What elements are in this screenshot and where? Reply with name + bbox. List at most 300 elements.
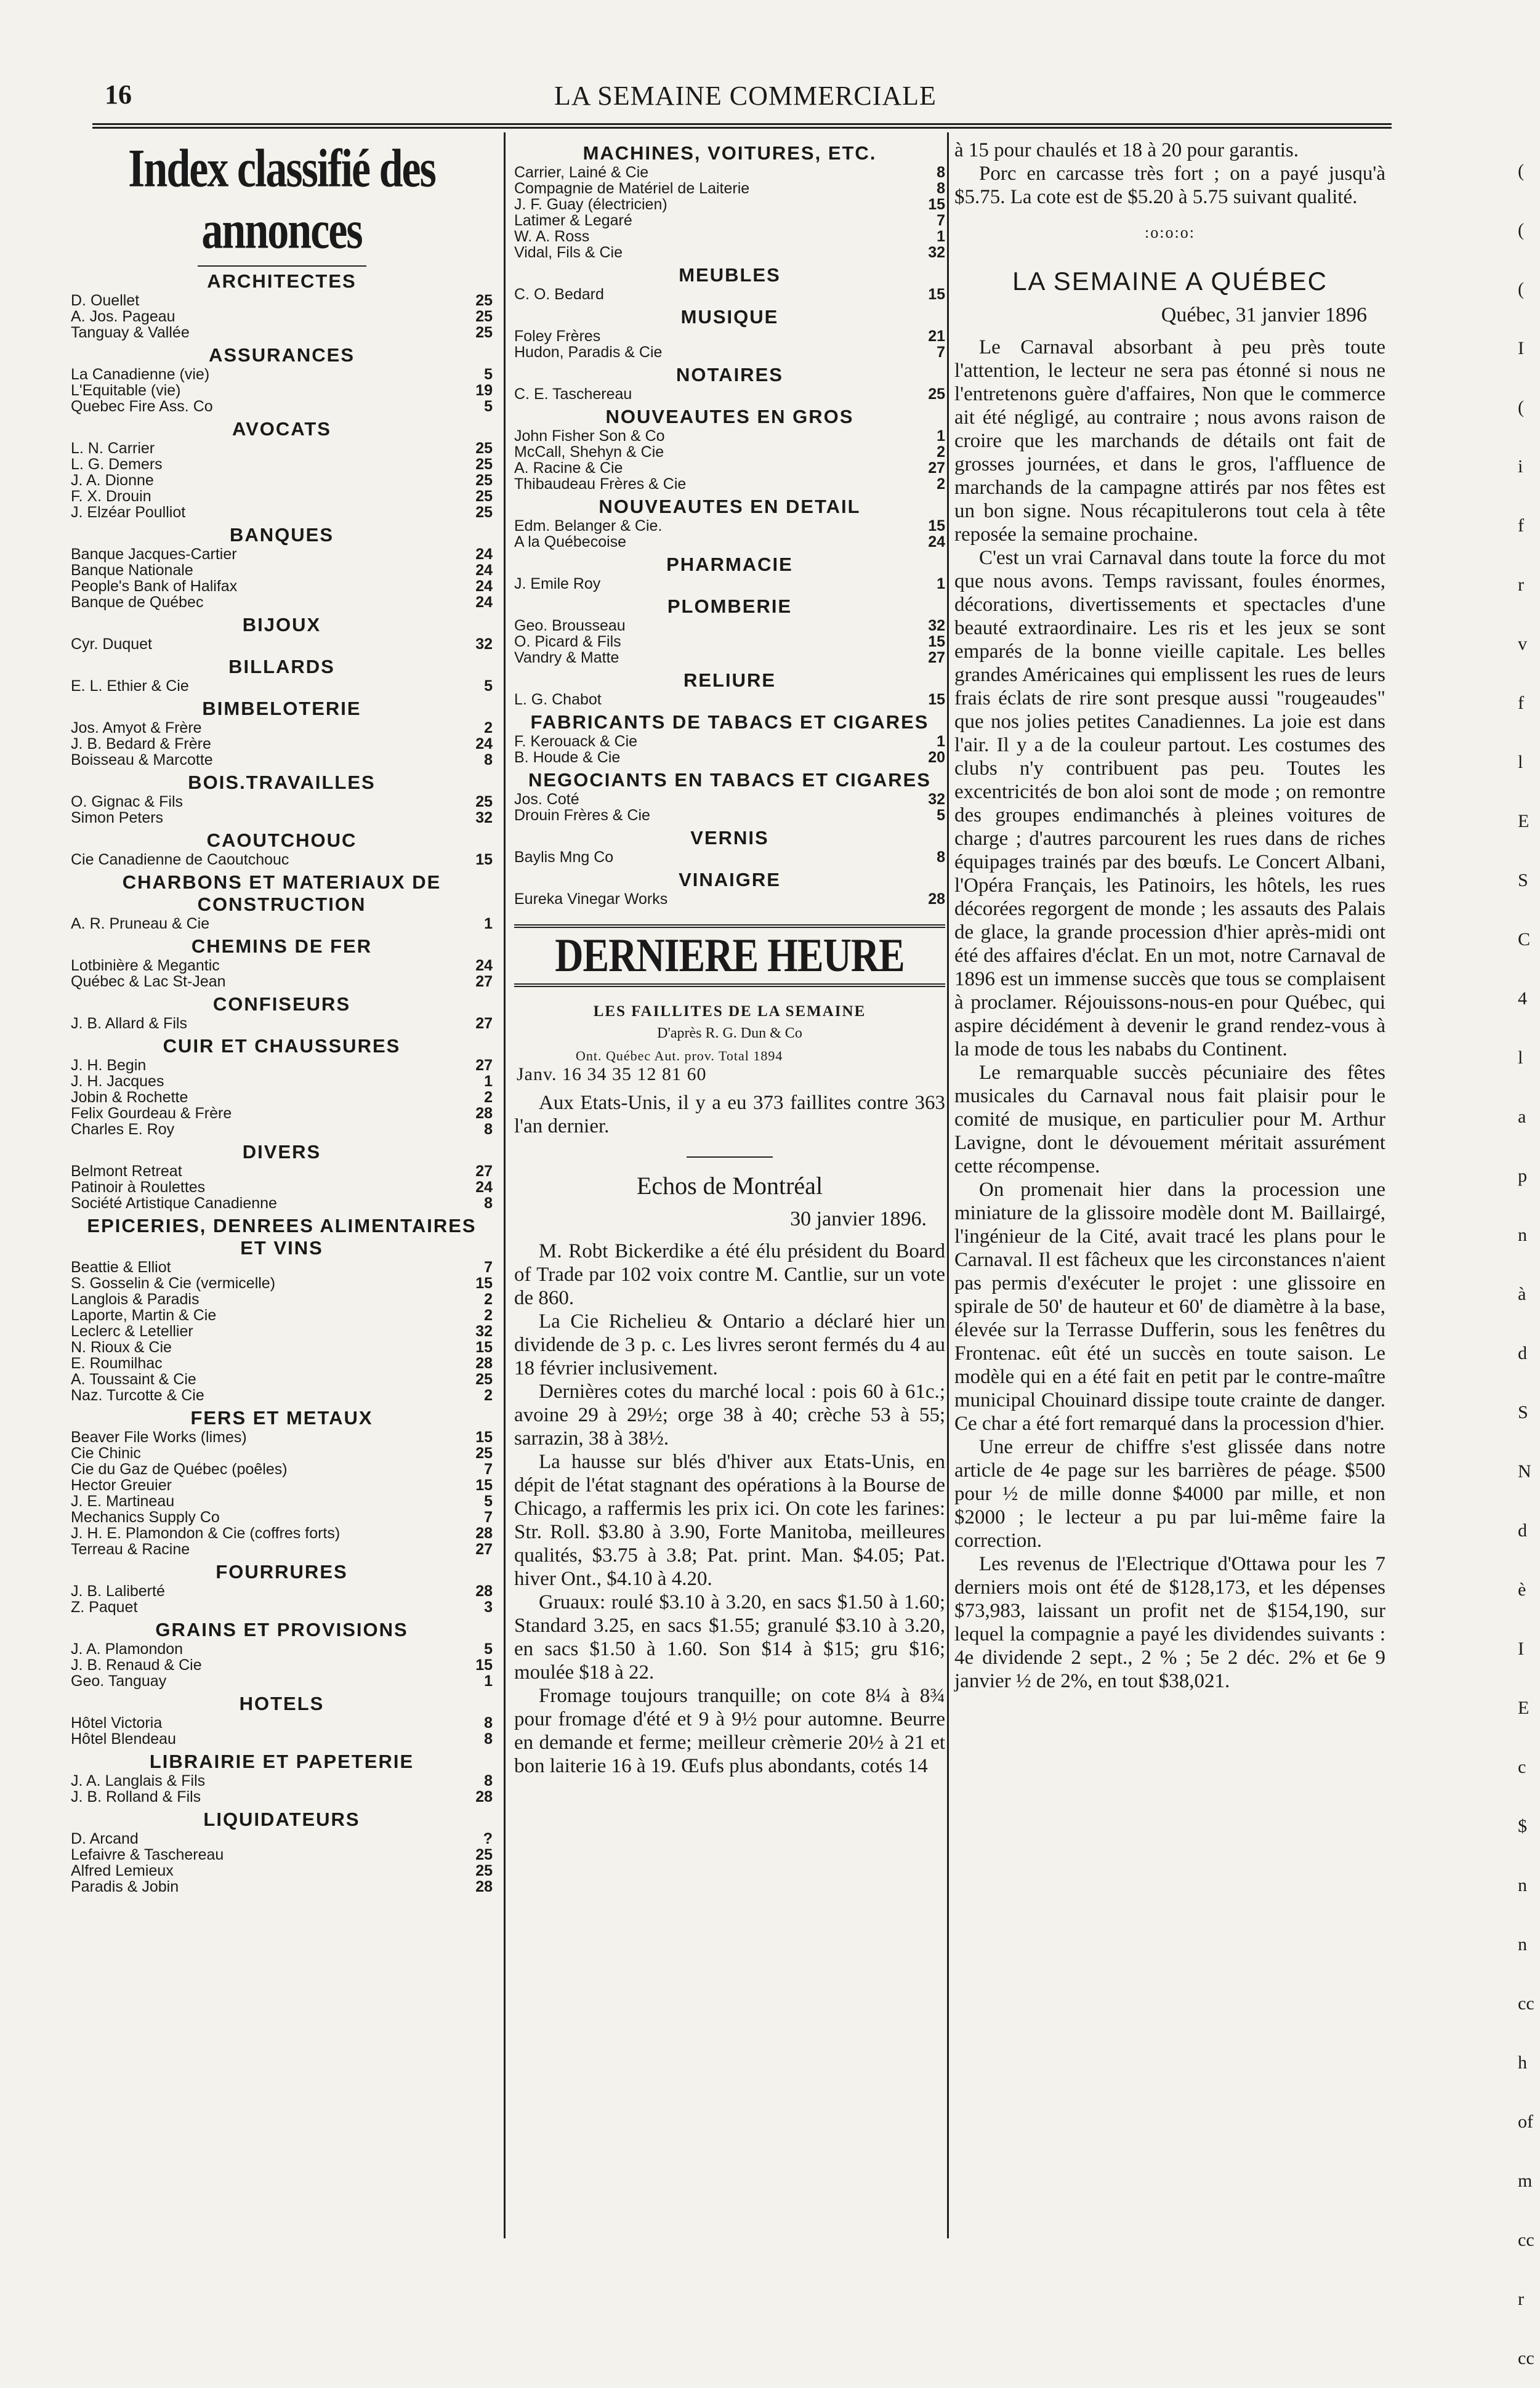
index-entry-page: 32 [475, 809, 493, 826]
index-entry [71, 636, 493, 652]
index-section-heading: CUIR ET CHAUSSURES [163, 1035, 401, 1057]
faillites-row: Janv. 16 34 35 12 81 60 [517, 1064, 707, 1084]
index-entry [71, 720, 493, 736]
index-entry-page: 24 [475, 957, 493, 974]
index-entry [71, 974, 493, 990]
index-entry-name: Hudon, Paradis & Cie [514, 344, 663, 361]
index-entry-name: Carrier, Lainé & Cie [514, 164, 649, 181]
index-entry [71, 1879, 493, 1895]
index-entry-page: 7 [937, 344, 945, 361]
index-entry-name: J. B. Bedard & Frère [71, 735, 211, 752]
index-entry-page: 15 [928, 286, 945, 303]
index-entry-page: 5 [484, 1493, 493, 1510]
margin-letter: n [1518, 1225, 1527, 1245]
margin-letter: ( [1518, 279, 1524, 299]
index-section-heading: MEUBLES [679, 264, 781, 286]
index-entry-page: 32 [928, 617, 945, 634]
index-entry-name: F. X. Drouin [71, 488, 151, 505]
index-entry-name: A. R. Pruneau & Cie [71, 915, 210, 932]
index-entry [71, 1789, 493, 1805]
index-entry [71, 1323, 493, 1339]
index-entry-name: W. A. Ross [514, 228, 590, 245]
index-section-heading: ASSURANCES [208, 344, 355, 366]
index-entry-page: 5 [484, 398, 493, 415]
index-entry-name: A la Québecoise [514, 533, 627, 551]
index-entry-page: 2 [937, 475, 945, 493]
index-section-heading: BIMBELOTERIE [202, 698, 361, 719]
index-entry-page: 27 [475, 1057, 493, 1074]
index-entry-name: Beattie & Elliot [71, 1259, 171, 1276]
index-entry [71, 546, 493, 562]
index-entry-name: Lefaivre & Taschereau [71, 1846, 224, 1863]
index-entry-page: 25 [475, 292, 493, 309]
index-entry [514, 576, 945, 592]
index-section-heading: BILLARDS [228, 656, 335, 677]
index-entry-page: 24 [475, 735, 493, 752]
index-section-heading: PHARMACIE [666, 554, 793, 575]
margin-letter: C [1518, 929, 1531, 950]
index-entry-page: 27 [475, 1015, 493, 1032]
index-entry-name: D. Ouellet [71, 292, 140, 309]
index-section-heading: NOTAIRES [676, 364, 783, 385]
index-entry-name: Jos. Amyot & Frère [71, 719, 202, 736]
index-entry [71, 852, 493, 868]
index-entry-page: 8 [484, 1714, 493, 1732]
index-section-heading: EPICERIES, DENREES ALIMENTAIRES ET VINS [87, 1215, 477, 1259]
index-entry [514, 849, 945, 865]
index-entry-page: 2 [484, 1291, 493, 1308]
index-entry [514, 518, 945, 534]
index-entry-name: Compagnie de Matériel de Laiterie [514, 180, 750, 197]
index-entry [514, 428, 945, 444]
porc-text: Porc en carcasse très fort ; on a payé jusqu'à $5.75. La cote est de $5.20 à 5.75 suivant qualité. [954, 163, 1385, 208]
index-section-heading: GRAINS ET PROVISIONS [155, 1619, 408, 1640]
index-entry-name: L'Equitable (vie) [71, 382, 181, 399]
index-entry-name: Naz. Turcotte & Cie [71, 1387, 204, 1404]
index-entry-page: 28 [475, 1583, 493, 1600]
index-column-2 [514, 139, 945, 1778]
index-entry-name: Vandry & Matte [514, 649, 619, 666]
index-entry [71, 1057, 493, 1073]
index-entry [514, 196, 945, 212]
news-column-3 [954, 139, 1385, 1693]
index-entry [71, 1657, 493, 1673]
index-entry-page: ? [483, 1830, 493, 1847]
index-entry-name: Cie Chinic [71, 1445, 141, 1462]
index-entry [71, 1445, 493, 1461]
index-entry-name: O. Gignac & Fils [71, 793, 183, 810]
index-entry [71, 366, 493, 382]
index-entry-page: 7 [484, 1461, 493, 1478]
index-entry [514, 444, 945, 460]
index-entry-page: 8 [484, 1195, 493, 1212]
index-entry [71, 1179, 493, 1195]
index-entry-page: 8 [937, 180, 945, 197]
index-entry-page: 2 [484, 1089, 493, 1106]
index-entry [71, 1259, 493, 1275]
margin-letter: $ [1518, 1816, 1527, 1836]
index-entry-page: 27 [475, 1163, 493, 1180]
margin-letter: p [1518, 1166, 1527, 1186]
index-entry [71, 1599, 493, 1615]
faillites-columns: Ont. Québec Aut. prov. Total 1894 [576, 1048, 783, 1063]
index-entry-name: O. Picard & Fils [514, 633, 621, 650]
index-entry-name: Paradis & Jobin [71, 1878, 179, 1895]
semaine-title: LA SEMAINE A QUÉBEC [1012, 267, 1328, 296]
index-entry-name: Cie du Gaz de Québec (poêles) [71, 1461, 288, 1478]
margin-letter: n [1518, 1934, 1527, 1954]
index-section-heading: FOURRURES [216, 1561, 348, 1583]
index-entry-name: Thibaudeau Frères & Cie [514, 475, 687, 493]
index-entry [71, 472, 493, 488]
index-entry [514, 212, 945, 228]
margin-letter: à [1518, 1284, 1526, 1304]
article-paragraph: La hausse sur blés d'hiver aux Etats-Unis, en dépit de l'état stagnant des opérations à la Bourse de Chicago, a raffermis les prix ici. On cote les farines: Str. Roll. $3.80 à 3.90, Forte Manitoba, meilleures qualités, $3.75 à 3.8; Pat. print. Man. $4.05; Pat. hiver Ont., $4.10 à 4.20. [514, 1451, 945, 1590]
index-entry [71, 504, 493, 520]
index-entry-name: Alfred Lemieux [71, 1862, 174, 1879]
article-paragraph: Fromage toujours tranquille; on cote 8¼ à 8¾ pour fromage d'été et 9 à 9½ pour automne. Beurre en demande et ferme; meilleur crèmerie 20½ à 21 et bon laiterie 16 à 19. Œufs plus abondants, cotés 14 [514, 1685, 945, 1777]
index-entry-name: Terreau & Racine [71, 1541, 190, 1558]
index-entry-name: Charles E. Roy [71, 1121, 175, 1138]
index-entry-page: 15 [475, 851, 493, 868]
margin-letter: I [1518, 1639, 1524, 1659]
index-entry-name: C. E. Taschereau [514, 385, 632, 403]
index-entry-page: 25 [475, 456, 493, 473]
faillites-table [514, 1048, 945, 1085]
page-number: 16 [105, 79, 132, 110]
margin-letter: S [1518, 1402, 1528, 1422]
index-entry-page: 15 [928, 691, 945, 708]
margin-letter: ( [1518, 397, 1524, 417]
index-section-heading: VERNIS [690, 827, 769, 849]
header-rule [92, 123, 1392, 129]
index-entry-name: Quebec Fire Ass. Co [71, 398, 213, 415]
index-section-heading: NOUVEAUTES EN DETAIL [599, 496, 861, 517]
derniere-heure-title: DERNIERE HEURE [555, 929, 905, 982]
index-entry-page: 24 [475, 594, 493, 611]
margin-letter: l [1518, 1047, 1523, 1068]
index-entry-name: Banque Jacques-Cartier [71, 546, 237, 563]
index-entry-page: 8 [937, 164, 945, 181]
index-entry-page: 1 [484, 1073, 493, 1090]
index-entry [514, 244, 945, 260]
index-entry-page: 27 [928, 649, 945, 666]
margin-letter: E [1518, 1698, 1530, 1718]
index-entry [71, 1387, 493, 1403]
index-section-heading: CHARBONS ET MATERIAUX DE CONSTRUCTION [122, 871, 441, 915]
echos-rule [687, 1156, 773, 1158]
index-entry-page: 24 [475, 578, 493, 595]
index-entry-page: 8 [484, 1772, 493, 1789]
article-paragraph: Dernières cotes du marché local : pois 60 à 61c.; avoine 29 à 29½; orge 38 à 40; crèche 53 à 55; sarrazin, 38 à 38½. [514, 1381, 945, 1450]
index-entry [514, 650, 945, 666]
index-entry-name: Laporte, Martin & Cie [71, 1307, 217, 1324]
index-entry [71, 1121, 493, 1137]
index-entry-page: 25 [475, 308, 493, 325]
index-entry-name: N. Rioux & Cie [71, 1339, 172, 1356]
index-entry [71, 1673, 493, 1689]
index-entry-name: Vidal, Fils & Cie [514, 244, 623, 261]
index-entry-name: Patinoir à Roulettes [71, 1179, 206, 1196]
index-entry [71, 1307, 493, 1323]
index-entry-page: 25 [475, 504, 493, 521]
index-section-heading: VINAIGRE [679, 869, 781, 890]
index-entry-name: J. H. E. Plamondon & Cie (coffres forts) [71, 1525, 341, 1542]
index-entry-name: Banque Nationale [71, 562, 193, 579]
running-head: LA SEMAINE COMMERCIALE [554, 81, 937, 111]
index-entry-page: 5 [484, 366, 493, 383]
index-entry-page: 28 [475, 1355, 493, 1372]
margin-letter: i [1518, 456, 1523, 477]
index-section-heading: FABRICANTS DE TABACS ET CIGARES [530, 711, 929, 733]
index-entry [514, 618, 945, 634]
index-entry [71, 1073, 493, 1089]
index-entry-name: Belmont Retreat [71, 1163, 182, 1180]
index-entry-page: 3 [484, 1599, 493, 1616]
index-entry-page: 27 [928, 459, 945, 477]
index-entry [71, 1089, 493, 1105]
index-entry [71, 752, 493, 768]
margin-letter: f [1518, 515, 1524, 536]
index-section-heading: LIBRAIRIE ET PAPETERIE [149, 1751, 414, 1772]
title-rule [198, 265, 366, 267]
index-entry-name: Lotbinière & Megantic [71, 957, 220, 974]
index-entry-page: 25 [475, 793, 493, 810]
index-section-heading: CONFISEURS [212, 993, 351, 1015]
index-entry-page: 2 [484, 1307, 493, 1324]
etats-unis-note: Aux Etats-Unis, il y a eu 373 faillites contre 363 l'an dernier. [514, 1092, 945, 1137]
index-entry-name: Leclerc & Letellier [71, 1323, 193, 1340]
index-entry [71, 1477, 493, 1493]
index-section-heading: BIJOUX [242, 614, 321, 635]
index-entry-page: 21 [928, 328, 945, 345]
index-entry-page: 19 [475, 382, 493, 399]
index-entry-name: Hector Greuier [71, 1477, 172, 1494]
index-entry-name: J. B. Laliberté [71, 1583, 165, 1600]
index-entry-name: Edm. Belanger & Cie. [514, 517, 663, 534]
index-entry-page: 1 [484, 915, 493, 932]
index-entry-page: 15 [475, 1429, 493, 1446]
index-entry-name: J. H. Begin [71, 1057, 147, 1074]
adjacent-page-margin [1518, 142, 1540, 2388]
index-entry-name: Langlois & Paradis [71, 1291, 200, 1308]
index-entry [71, 398, 493, 414]
margin-letter: 4 [1518, 988, 1527, 1009]
margin-letter: l [1518, 752, 1523, 772]
index-entry-name: E. L. Ethier & Cie [71, 677, 189, 695]
margin-letter: r [1518, 575, 1524, 595]
index-entry [514, 386, 945, 402]
index-entry [71, 292, 493, 309]
index-entry-name: Jos. Coté [514, 791, 579, 808]
index-entry-name: A. Jos. Pageau [71, 308, 175, 325]
index-entry-page: 2 [484, 1387, 493, 1404]
index-entry-page: 5 [937, 807, 945, 824]
index-entry-page: 24 [475, 562, 493, 579]
margin-letter: c [1518, 1757, 1526, 1777]
margin-letter: v [1518, 634, 1527, 654]
index-entry [71, 325, 493, 341]
semaine-body [954, 336, 1385, 1693]
index-entry-page: 32 [928, 791, 945, 808]
index-entry [71, 1429, 493, 1445]
margin-letter: E [1518, 811, 1530, 831]
index-entry-page: 28 [928, 890, 945, 908]
index-entry-name: L. G. Demers [71, 456, 163, 473]
index-entry-page: 32 [475, 1323, 493, 1340]
index-entry-page: 5 [484, 677, 493, 695]
margin-letter: of [1518, 2112, 1533, 2132]
index-entry-page: 25 [475, 472, 493, 489]
index-section-heading: MACHINES, VOITURES, ETC. [583, 142, 877, 164]
index-entry-page: 1 [937, 575, 945, 592]
index-entry [71, 1541, 493, 1557]
index-entry [71, 1461, 493, 1477]
margin-letter: ( [1518, 161, 1524, 181]
index-section-heading: ARCHITECTES [207, 270, 357, 292]
index-entry-name: J. Emile Roy [514, 575, 601, 592]
index-column-1 [71, 139, 493, 1895]
index-entry [514, 180, 945, 196]
index-section-heading: LIQUIDATEURS [203, 1809, 360, 1830]
index-entry [71, 1015, 493, 1031]
index-entry-page: 7 [484, 1509, 493, 1526]
index-entry-name: C. O. Bedard [514, 286, 604, 303]
index-entry-name: A. Racine & Cie [514, 459, 623, 477]
index-entry-page: 15 [928, 196, 945, 213]
index-entry-page: 25 [475, 1862, 493, 1879]
index-section-heading: HOTELS [239, 1693, 325, 1714]
index-entry-page: 15 [475, 1339, 493, 1356]
index-entry [514, 328, 945, 344]
index-entry-name: F. Kerouack & Cie [514, 733, 638, 750]
index-section-heading: BANQUES [229, 524, 334, 546]
article-paragraph: Le Carnaval absorbant à peu près toute l'attention, le lecteur ne sera pas étonné si nous ne l'entretenons guère d'affaires, Non que le commerce ait été négligé, au contraire ; nous avons raison de croire que les marchands de détails ont fait de grosses journées, et dans le gros, l'affluence de marchands de la campagne attirés par nos fêtes est un bon signe. Nous récapitulerons tout cela à tête reposée la semaine prochaine. [954, 336, 1385, 546]
index-entry-name: Boisseau & Marcotte [71, 751, 213, 768]
index-entry [71, 1163, 493, 1179]
index-section-heading: NOUVEAUTES EN GROS [605, 406, 854, 427]
index-entry-name: Cyr. Duquet [71, 635, 153, 653]
index-entry-name: La Canadienne (vie) [71, 366, 210, 383]
index-entry-page: 25 [475, 440, 493, 457]
index-entry-page: 28 [475, 1788, 493, 1805]
index-entry-page: 5 [484, 1640, 493, 1658]
margin-letter: cc [1518, 1993, 1534, 2014]
index-entry-name: Z. Paquet [71, 1599, 138, 1616]
index-entry-page: 27 [475, 973, 493, 990]
index-list-2 [514, 142, 945, 907]
article-paragraph: Les revenus de l'Electrique d'Ottawa pour les 7 derniers mois ont été de $128,173, et les dépenses $73,983, laissant un profit net de $154,190, sur lequel la compagnie a payé les dividendes suivants : 4e dividende 2 sept., 2 % ; 5e 2 déc. 2% et 6e 9 janvier ½ de 2%, en tout $38,021. [954, 1553, 1385, 1692]
index-entry-page: 24 [475, 546, 493, 563]
index-section-heading: NEGOCIANTS EN TABACS ET CIGARES [528, 769, 931, 791]
derniere-heure-banner [514, 924, 945, 987]
index-entry-name: Drouin Frères & Cie [514, 807, 650, 824]
ornament-rule: :o:o:o: [1145, 224, 1195, 241]
index-entry-name: Cie Canadienne de Caoutchouc [71, 851, 289, 868]
article-paragraph: Une erreur de chiffre s'est glissée dans notre article de 4e page sur les barrières de péage. $500 pour ½ de mille donne $4000 par mille, et non $2000 ; le lecteur a pu par lui-même faire la correction. [954, 1436, 1385, 1552]
index-entry-name: J. A. Plamondon [71, 1640, 183, 1658]
index-entry-name: Eureka Vinegar Works [514, 890, 668, 908]
index-section-heading: AVOCATS [232, 418, 331, 440]
index-entry-page: 28 [475, 1878, 493, 1895]
index-entry-page: 25 [928, 385, 945, 403]
index-entry-page: 28 [475, 1525, 493, 1542]
intro-text: à 15 pour chaulés et 18 à 20 pour garantis. [954, 139, 1299, 161]
index-entry-page: 25 [475, 1846, 493, 1863]
index-entry-name: Mechanics Supply Co [71, 1509, 220, 1526]
index-entry [71, 456, 493, 472]
index-entry [71, 1355, 493, 1371]
index-section-heading: MUSIQUE [680, 306, 779, 328]
index-entry [71, 736, 493, 752]
index-entry-page: 32 [475, 635, 493, 653]
article-paragraph: Gruaux: roulé $3.10 à 3.20, en sacs $1.50 à 1.60; Standard 3.25, en sacs $1.55; granulé $3.10 à 3.20, en sacs $1.50 à 1.60. Son $14 à $15; gru $16; moulée $18 à 22. [514, 1591, 945, 1684]
index-entry-name: Foley Frères [514, 328, 601, 345]
index-entry [71, 488, 493, 504]
article-paragraph: Le remarquable succès pécuniaire des fêtes musicales du Carnaval nous fait plaisir pour le comité de musique, en particulier pour M. Arthur Lavigne, dont le dévouement méritait assurément cette récompense. [954, 1062, 1385, 1177]
faillites-source: D'après R. G. Dun & Co [657, 1025, 802, 1041]
index-entry-page: 1 [937, 228, 945, 245]
index-entry [71, 309, 493, 325]
index-entry-page: 8 [484, 751, 493, 768]
index-entry-name: J. B. Allard & Fils [71, 1015, 187, 1032]
index-entry [514, 733, 945, 749]
index-entry-name: A. Toussaint & Cie [71, 1371, 196, 1388]
margin-letter: a [1518, 1107, 1526, 1127]
echos-title: Echos de Montréal [636, 1172, 823, 1200]
index-entry-name: J. H. Jacques [71, 1073, 164, 1090]
index-entry-name: J. A. Langlais & Fils [71, 1772, 206, 1789]
index-entry-page: 25 [475, 324, 493, 341]
echos-body [514, 1240, 945, 1778]
index-entry [71, 958, 493, 974]
index-entry [71, 382, 493, 398]
index-entry-name: J. E. Martineau [71, 1493, 175, 1510]
index-entry [71, 794, 493, 810]
margin-letter: n [1518, 1875, 1527, 1895]
index-entry-page: 24 [475, 1179, 493, 1196]
margin-letter: f [1518, 693, 1524, 713]
index-entry-page: 1 [937, 427, 945, 445]
index-entry [514, 164, 945, 180]
index-entry-name: Québec & Lac St-Jean [71, 973, 226, 990]
index-entry [514, 891, 945, 907]
index-entry [514, 344, 945, 360]
index-entry-page: 25 [475, 488, 493, 505]
index-entry [71, 678, 493, 694]
index-entry-name: Simon Peters [71, 809, 164, 826]
index-entry-name: L. G. Chabot [514, 691, 602, 708]
index-entry-name: J. A. Dionne [71, 472, 154, 489]
index-entry [514, 476, 945, 492]
index-entry [514, 534, 945, 550]
index-entry-page: 8 [937, 849, 945, 866]
index-entry-page: 15 [475, 1275, 493, 1292]
margin-letter: cc [1518, 2230, 1534, 2250]
index-entry-page: 2 [484, 719, 493, 736]
index-entry-name: Jobin & Rochette [71, 1089, 188, 1106]
index-entry [71, 440, 493, 456]
index-entry [514, 228, 945, 244]
index-section-heading: DIVERS [242, 1141, 321, 1163]
index-entry [514, 286, 945, 302]
index-entry-name: Banque de Québec [71, 594, 204, 611]
index-entry-name: D. Arcand [71, 1830, 139, 1847]
index-entry [71, 578, 493, 594]
column-rule-2 [947, 132, 949, 2238]
article-paragraph: C'est un vrai Carnaval dans toute la force du mot que nous avons. Temps ravissant, foules énormes, décorations, divertissements et spectacles d'une beauté extraordinaire. Les ris et les jeux se sont emparés de la bonne vieille capitale. Les belles grandes Américaines qui emplissent les rues de leurs frais éclats de rire sont presque aussi "rougeaudes" que nos jolies petites Canadiennes. La joie est dans l'air. Il y a de la couleur partout. Les costumes des clubs n'y contribuent pas peu. Toutes les excentricités de bon aloi sont de mode ; on remontre des groupes endimanchés à pleines voitures de charge ; d'autres parcourent les rues dans de riches équipages trainés par des bœufs. Le Concert Albani, l'Opéra Français, les Patinoirs, les hôtels, les rues décorées regorgent de monde ; les assauts des Palais de glace, la grande procession d'hier après-midi ont été des affaires d'éclat. En un mot, notre Carnaval de 1896 est un immense succès que tous se complaisent à proclamer. Réjouissons-nous-en pour Québec, qui aspire décidément à devenir le grand rendez-vous à la mode de tous les nababs du Continent. [954, 547, 1385, 1060]
index-entry-page: 25 [475, 1371, 493, 1388]
